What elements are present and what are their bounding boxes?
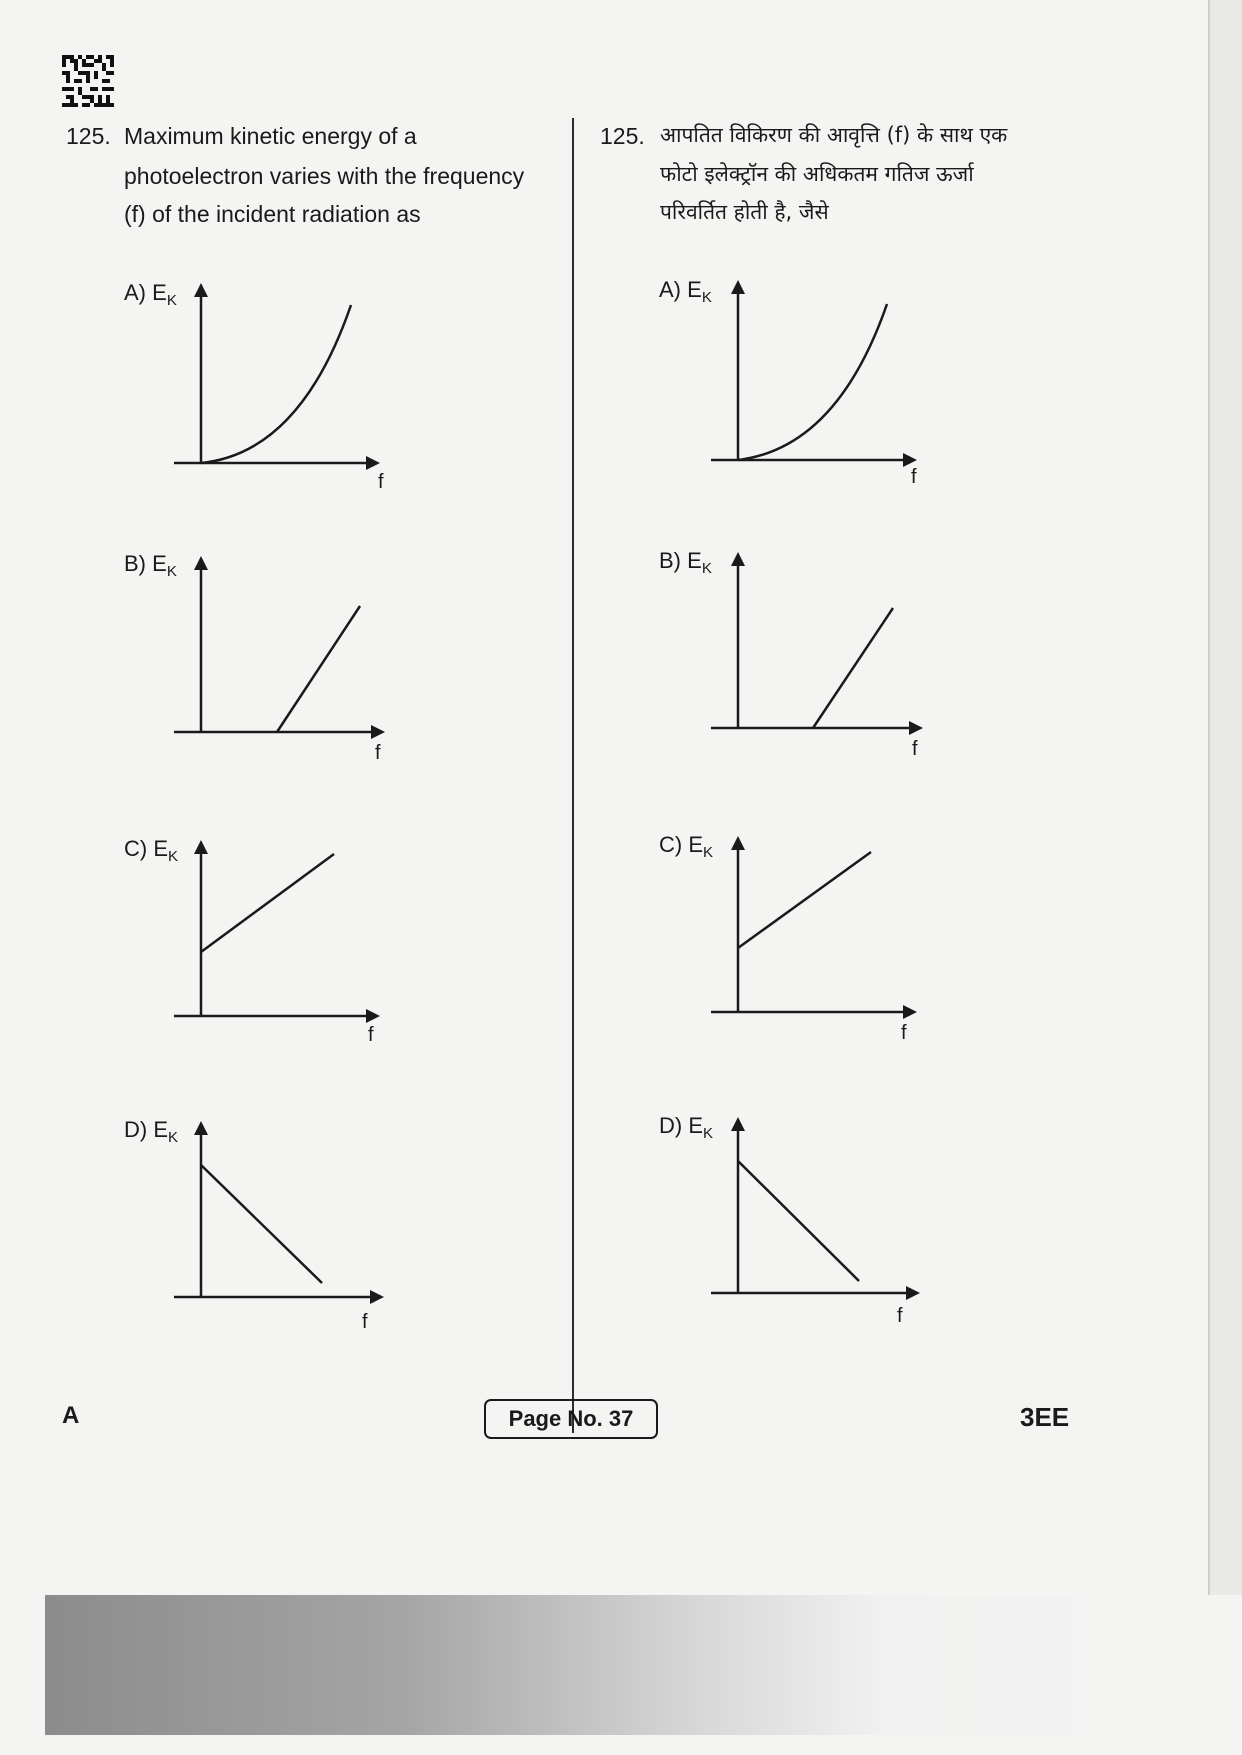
option-d-label-en: D) $E_K$ (124, 1117, 179, 1146)
option-a-label-en: A) $E_K$ (124, 280, 177, 309)
question-line-en-3: (f) of the incident radiation as (124, 201, 421, 227)
option-d-label-hi: D) $E_K$ (659, 1113, 714, 1142)
f-axis-label: f (375, 742, 381, 764)
f-axis-label: f (912, 738, 918, 760)
question-line-en-2: photoelectron varies with the frequency (124, 163, 525, 189)
graph-c-hi (707, 836, 937, 1046)
graph-a-en (170, 283, 400, 493)
question-line-hi-2: फोटो इलेक्ट्रॉन की अधिकतम गतिज ऊर्जा (660, 162, 974, 186)
qr-code (62, 55, 114, 107)
f-axis-label: f (368, 1024, 374, 1046)
graph-b-hi (707, 552, 937, 762)
option-c-label-hi: C) $E_K$ (659, 832, 714, 861)
option-b-label-en: B) $E_K$ (124, 551, 177, 580)
page-number-box: Page No. 37 (484, 1399, 658, 1439)
graph-b-en (170, 556, 400, 766)
footer-series-letter: A (62, 1402, 80, 1429)
column-divider (572, 118, 574, 1433)
graph-d-en (170, 1121, 400, 1331)
f-axis-label: f (897, 1305, 903, 1327)
f-axis-label: f (362, 1311, 368, 1333)
question-line-hi-1: आपतित विकिरण की आवृत्ति (f) के साथ एक (660, 123, 1008, 147)
question-line-hi-3: परिवर्तित होती है, जैसे (660, 200, 829, 224)
question-number-en: 125. (66, 123, 111, 149)
graph-d-hi (707, 1117, 937, 1327)
scan-shadow (45, 1595, 1242, 1735)
f-axis-label: f (378, 471, 384, 493)
question-number-hi: 125. (600, 123, 645, 149)
option-b-label-hi: B) $E_K$ (659, 548, 712, 577)
footer-booklet-code: 3EE (1020, 1402, 1070, 1432)
option-c-label-en: C) $E_K$ (124, 836, 179, 865)
graph-a-hi (707, 280, 937, 490)
f-axis-label: f (911, 466, 917, 488)
option-a-label-hi: A) $E_K$ (659, 277, 712, 306)
graph-c-en (170, 840, 400, 1050)
question-line-en-1: Maximum kinetic energy of a (124, 123, 417, 149)
page-edge (1208, 0, 1242, 1600)
f-axis-label: f (901, 1022, 907, 1044)
